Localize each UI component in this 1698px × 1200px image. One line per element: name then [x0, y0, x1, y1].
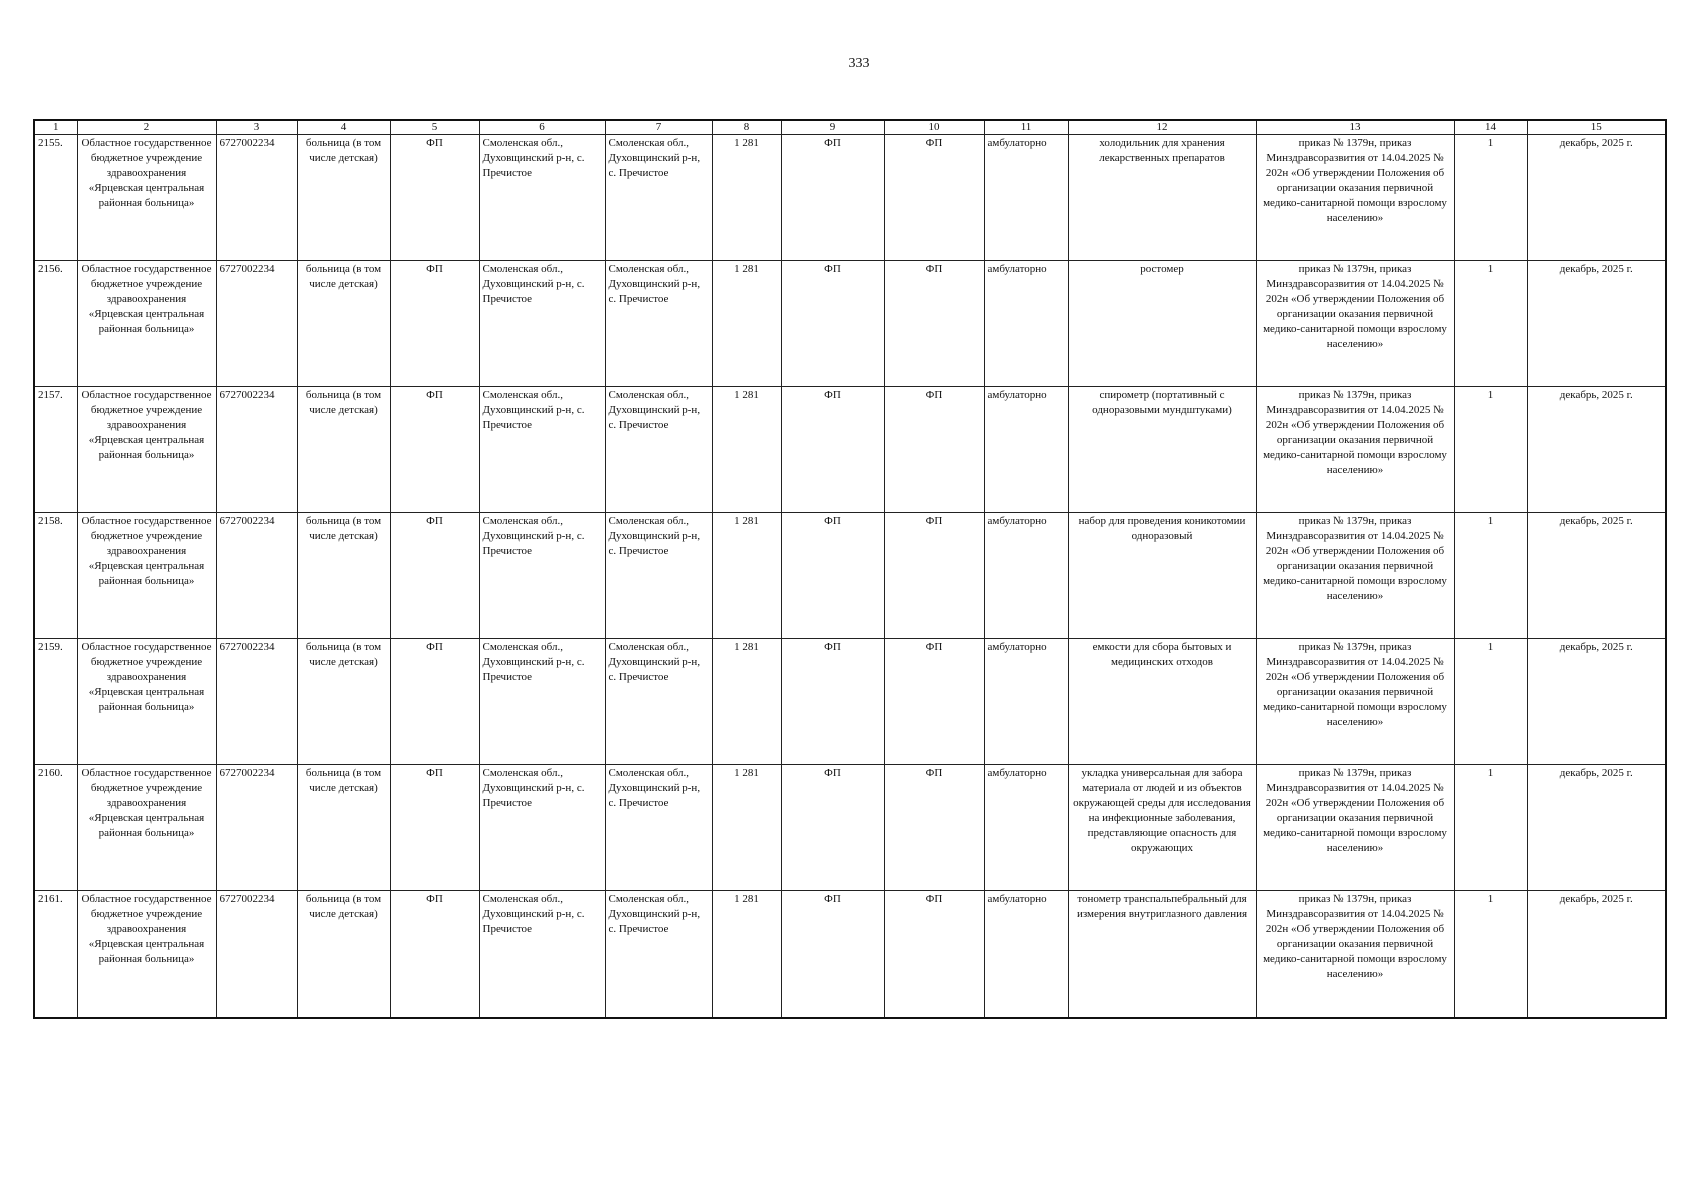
inn-number: 6727002234 — [216, 387, 297, 513]
quantity: 1 — [1454, 891, 1527, 1019]
due-date: декабрь, 2025 г. — [1527, 639, 1666, 765]
equipment-item: спирометр (портативный с одноразовыми мундштуками) — [1068, 387, 1256, 513]
table-body — [34, 135, 1666, 1019]
equipment-item: емкости для сбора бытовых и медицинских отходов — [1068, 639, 1256, 765]
table-row — [34, 513, 1666, 639]
address-legal: Смоленская обл., Духовщинский р-н, с. Пречистое — [479, 891, 605, 1019]
quantity: 1 — [1454, 765, 1527, 891]
row-number: 2157. — [34, 387, 77, 513]
column-number: 7 — [605, 120, 712, 135]
care-mode: амбулаторно — [984, 765, 1068, 891]
column-number: 5 — [390, 120, 479, 135]
organization-name: Областное государственное бюджетное учреждение здравоохранения «Ярцевская центральная районная больница» — [77, 891, 216, 1019]
population: 1 281 — [712, 639, 781, 765]
quantity: 1 — [1454, 513, 1527, 639]
unit-type: ФП — [390, 513, 479, 639]
table-row — [34, 261, 1666, 387]
table-row — [34, 135, 1666, 261]
address-actual: Смоленская обл., Духовщинский р-н, с. Пречистое — [605, 513, 712, 639]
institution-type: больница (в том числе детская) — [297, 765, 390, 891]
organization-name: Областное государственное бюджетное учреждение здравоохранения «Ярцевская центральная районная больница» — [77, 639, 216, 765]
address-actual: Смоленская обл., Духовщинский р-н, с. Пречистое — [605, 261, 712, 387]
unit-type-actual: ФП — [884, 387, 984, 513]
column-number-row — [34, 120, 1666, 135]
unit-type: ФП — [390, 135, 479, 261]
address-actual: Смоленская обл., Духовщинский р-н, с. Пречистое — [605, 891, 712, 1019]
population: 1 281 — [712, 135, 781, 261]
legal-basis: приказ № 1379н, приказ Минздравсоразвития от 14.04.2025 № 202н «Об утверждении Положения об организации оказания первичной медико-санитарной помощи взрослому населению» — [1256, 513, 1454, 639]
table-row — [34, 387, 1666, 513]
due-date: декабрь, 2025 г. — [1527, 765, 1666, 891]
inn-number: 6727002234 — [216, 639, 297, 765]
care-mode: амбулаторно — [984, 261, 1068, 387]
institution-type: больница (в том числе детская) — [297, 387, 390, 513]
column-number: 4 — [297, 120, 390, 135]
unit-type-planned: ФП — [781, 387, 884, 513]
quantity: 1 — [1454, 135, 1527, 261]
row-number: 2155. — [34, 135, 77, 261]
address-legal: Смоленская обл., Духовщинский р-н, с. Пречистое — [479, 513, 605, 639]
legal-basis: приказ № 1379н, приказ Минздравсоразвития от 14.04.2025 № 202н «Об утверждении Положения об организации оказания первичной медико-санитарной помощи взрослому населению» — [1256, 639, 1454, 765]
table-row — [34, 891, 1666, 1019]
population: 1 281 — [712, 261, 781, 387]
population: 1 281 — [712, 891, 781, 1019]
care-mode: амбулаторно — [984, 135, 1068, 261]
inn-number: 6727002234 — [216, 891, 297, 1019]
column-number: 8 — [712, 120, 781, 135]
unit-type-planned: ФП — [781, 135, 884, 261]
inn-number: 6727002234 — [216, 513, 297, 639]
inn-number: 6727002234 — [216, 765, 297, 891]
address-legal: Смоленская обл., Духовщинский р-н, с. Пречистое — [479, 765, 605, 891]
column-number: 13 — [1256, 120, 1454, 135]
unit-type: ФП — [390, 891, 479, 1019]
row-number: 2159. — [34, 639, 77, 765]
column-number: 9 — [781, 120, 884, 135]
row-number: 2156. — [34, 261, 77, 387]
column-number: 14 — [1454, 120, 1527, 135]
equipment-item: холодильник для хранения лекарственных препаратов — [1068, 135, 1256, 261]
quantity: 1 — [1454, 639, 1527, 765]
unit-type-planned: ФП — [781, 639, 884, 765]
unit-type-actual: ФП — [884, 513, 984, 639]
unit-type-planned: ФП — [781, 513, 884, 639]
due-date: декабрь, 2025 г. — [1527, 513, 1666, 639]
organization-name: Областное государственное бюджетное учреждение здравоохранения «Ярцевская центральная районная больница» — [77, 135, 216, 261]
table-row — [34, 639, 1666, 765]
institution-type: больница (в том числе детская) — [297, 639, 390, 765]
legal-basis: приказ № 1379н, приказ Минздравсоразвития от 14.04.2025 № 202н «Об утверждении Положения об организации оказания первичной медико-санитарной помощи взрослому населению» — [1256, 891, 1454, 1019]
column-number: 10 — [884, 120, 984, 135]
legal-basis: приказ № 1379н, приказ Минздравсоразвития от 14.04.2025 № 202н «Об утверждении Положения об организации оказания первичной медико-санитарной помощи взрослому населению» — [1256, 261, 1454, 387]
column-number: 1 — [34, 120, 77, 135]
organization-name: Областное государственное бюджетное учреждение здравоохранения «Ярцевская центральная районная больница» — [77, 513, 216, 639]
organization-name: Областное государственное бюджетное учреждение здравоохранения «Ярцевская центральная районная больница» — [77, 387, 216, 513]
column-number: 15 — [1527, 120, 1666, 135]
institution-type: больница (в том числе детская) — [297, 135, 390, 261]
address-legal: Смоленская обл., Духовщинский р-н, с. Пречистое — [479, 261, 605, 387]
inn-number: 6727002234 — [216, 261, 297, 387]
address-legal: Смоленская обл., Духовщинский р-н, с. Пречистое — [479, 387, 605, 513]
institution-type: больница (в том числе детская) — [297, 261, 390, 387]
care-mode: амбулаторно — [984, 891, 1068, 1019]
care-mode: амбулаторно — [984, 639, 1068, 765]
inn-number: 6727002234 — [216, 135, 297, 261]
page-number: 333 — [848, 56, 870, 71]
population: 1 281 — [712, 513, 781, 639]
column-number: 3 — [216, 120, 297, 135]
unit-type: ФП — [390, 387, 479, 513]
address-legal: Смоленская обл., Духовщинский р-н, с. Пречистое — [479, 639, 605, 765]
care-mode: амбулаторно — [984, 513, 1068, 639]
address-actual: Смоленская обл., Духовщинский р-н, с. Пречистое — [605, 639, 712, 765]
due-date: декабрь, 2025 г. — [1527, 261, 1666, 387]
due-date: декабрь, 2025 г. — [1527, 135, 1666, 261]
registry-table — [33, 119, 1667, 1019]
legal-basis: приказ № 1379н, приказ Минздравсоразвития от 14.04.2025 № 202н «Об утверждении Положения об организации оказания первичной медико-санитарной помощи взрослому населению» — [1256, 765, 1454, 891]
quantity: 1 — [1454, 261, 1527, 387]
population: 1 281 — [712, 765, 781, 891]
organization-name: Областное государственное бюджетное учреждение здравоохранения «Ярцевская центральная районная больница» — [77, 765, 216, 891]
organization-name: Областное государственное бюджетное учреждение здравоохранения «Ярцевская центральная районная больница» — [77, 261, 216, 387]
unit-type-actual: ФП — [884, 261, 984, 387]
address-actual: Смоленская обл., Духовщинский р-н, с. Пречистое — [605, 765, 712, 891]
equipment-item: набор для проведения коникотомии одноразовый — [1068, 513, 1256, 639]
unit-type-planned: ФП — [781, 891, 884, 1019]
due-date: декабрь, 2025 г. — [1527, 891, 1666, 1019]
equipment-item: укладка универсальная для забора материала от людей и из объектов окружающей среды для исследования на инфекционные заболевания, представляющие опасность для окружающих — [1068, 765, 1256, 891]
due-date: декабрь, 2025 г. — [1527, 387, 1666, 513]
table-row — [34, 765, 1666, 891]
row-number: 2161. — [34, 891, 77, 1019]
unit-type-actual: ФП — [884, 135, 984, 261]
legal-basis: приказ № 1379н, приказ Минздравсоразвития от 14.04.2025 № 202н «Об утверждении Положения об организации оказания первичной медико-санитарной помощи взрослому населению» — [1256, 135, 1454, 261]
unit-type: ФП — [390, 639, 479, 765]
column-number: 6 — [479, 120, 605, 135]
column-number: 2 — [77, 120, 216, 135]
unit-type-actual: ФП — [884, 639, 984, 765]
legal-basis: приказ № 1379н, приказ Минздравсоразвития от 14.04.2025 № 202н «Об утверждении Положения об организации оказания первичной медико-санитарной помощи взрослому населению» — [1256, 387, 1454, 513]
care-mode: амбулаторно — [984, 387, 1068, 513]
equipment-item: ростомер — [1068, 261, 1256, 387]
equipment-item: тонометр транспальпебральный для измерения внутриглазного давления — [1068, 891, 1256, 1019]
address-legal: Смоленская обл., Духовщинский р-н, с. Пречистое — [479, 135, 605, 261]
unit-type-actual: ФП — [884, 891, 984, 1019]
unit-type-planned: ФП — [781, 765, 884, 891]
address-actual: Смоленская обл., Духовщинский р-н, с. Пречистое — [605, 135, 712, 261]
institution-type: больница (в том числе детская) — [297, 513, 390, 639]
address-actual: Смоленская обл., Духовщинский р-н, с. Пречистое — [605, 387, 712, 513]
unit-type: ФП — [390, 765, 479, 891]
population: 1 281 — [712, 387, 781, 513]
institution-type: больница (в том числе детская) — [297, 891, 390, 1019]
row-number: 2158. — [34, 513, 77, 639]
unit-type: ФП — [390, 261, 479, 387]
row-number: 2160. — [34, 765, 77, 891]
unit-type-actual: ФП — [884, 765, 984, 891]
quantity: 1 — [1454, 387, 1527, 513]
column-number: 11 — [984, 120, 1068, 135]
column-number: 12 — [1068, 120, 1256, 135]
unit-type-planned: ФП — [781, 261, 884, 387]
